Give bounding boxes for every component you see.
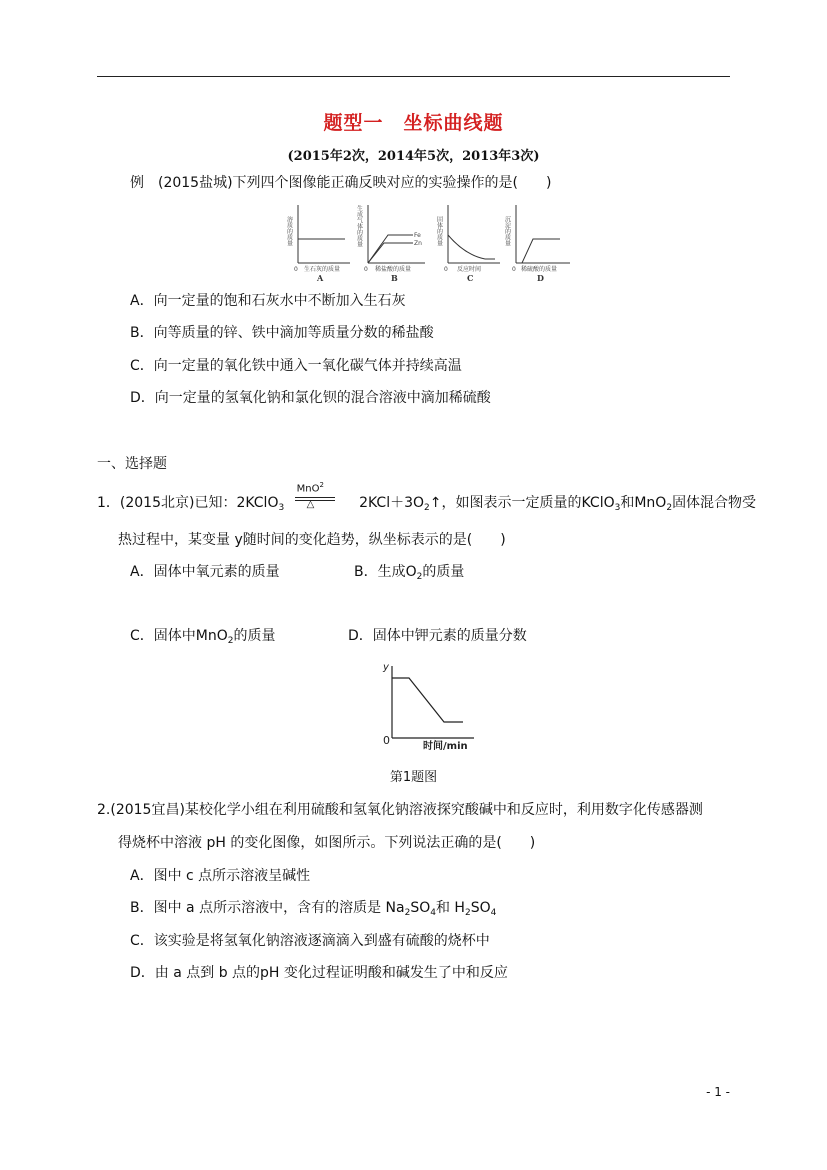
graph-b-xlabel: 稀盐酸的质量 <box>375 266 412 273</box>
q2-line2: 得烧杯中溶液 pH 的变化图像，如图所示。下列说法正确的是( ) <box>118 835 536 851</box>
graph-d-letter: D <box>537 273 544 283</box>
graph-a-letter: A <box>317 273 324 283</box>
q2-line1: 2.(2015宜昌)某校化学小组在利用硫酸和氢氧化钠溶液探究酸碱中和反应时，利用数字化传感器测 <box>97 802 703 818</box>
example-stem: 例 (2015盐城)下列四个图像能正确反映对应的实验操作的是( ) <box>130 175 552 191</box>
q2-option-a: A．图中 c 点所示溶液呈碱性 <box>130 868 311 884</box>
graph-c-ylabel: 固体的质量 <box>435 216 443 246</box>
graph-d-ylabel: 沉淀的质量 <box>503 216 511 246</box>
graph-b-origin: 0 <box>364 266 368 273</box>
q1-graph-xlabel: 时间/min <box>423 741 468 752</box>
graph-d-xlabel: 稀硫酸的质量 <box>521 266 558 273</box>
q1-heat-symbol: △ <box>306 499 315 510</box>
sub-3: 3 <box>278 503 285 513</box>
q1-option-c: C．固体中MnO$_2$的质量 <box>130 628 276 646</box>
q1-line2: 热过程中，某变量 y随时间的变化趋势，纵坐标表示的是( ) <box>118 532 506 548</box>
page-title: 题型一 坐标曲线题 <box>323 112 504 134</box>
graph-d <box>504 205 571 283</box>
section-heading: 一、选择题 <box>97 456 167 472</box>
q1-option-a: A．固体中氧元素的质量 <box>130 564 280 580</box>
example-option-c: C．向一定量的氧化铁中通入一氧化碳气体并持续高温 <box>130 358 462 374</box>
graph-c <box>436 205 501 283</box>
graph-b-letter: B <box>391 273 398 283</box>
q2-option-d: D．由 a 点到 b 点的pH 变化过程证明酸和碱发生了中和反应 <box>130 965 508 981</box>
q2-option-b: B．图中 a 点所示溶液中，含有的溶质是 $Na_2SO_4$和 $H_2SO_4$ <box>130 900 497 918</box>
q1-rest1: ，如图表示一定质量的KClO <box>441 495 615 511</box>
q1-option-d: D．固体中钾元素的质量分数 <box>348 628 527 644</box>
page-subtitle: (2015年2次，2014年5次，2013年3次) <box>287 149 540 164</box>
graph-c-origin: 0 <box>444 266 448 273</box>
graph-a-ylabel: 溶质的质量 <box>285 216 293 246</box>
page-number: - 1 - <box>706 1085 730 1099</box>
q1-rest3: 固体混合物受 <box>672 495 757 511</box>
q1-line1: 1．(2015北京)已知：2KClO$_3$ MnO$^2$ △ $2KCl+3O_2↑$，如图表示一定质量的KClO$_3$和MnO$_2$固体混合物受 <box>97 481 757 513</box>
graph-b-ylabel: 生成气体的质量 <box>355 205 363 247</box>
q2-option-c: C．该实验是将氢氧化钠溶液逐滴滴入到盛有硫酸的烧杯中 <box>130 933 490 949</box>
graph-b-series-fe: Fe <box>414 232 421 239</box>
example-graphs <box>285 195 575 285</box>
graph-d-origin: 0 <box>512 266 516 273</box>
graph-a-xlabel: 生石灰的质量 <box>304 266 341 273</box>
graph-c-letter: C <box>467 273 474 283</box>
graph-c-xlabel: 反应时间 <box>457 266 482 273</box>
q1-rest2: 和MnO <box>620 495 667 511</box>
q1-products: 2KCl＋3O <box>359 495 425 511</box>
graph-a-origin: 0 <box>294 266 298 273</box>
q1-graph <box>378 658 478 753</box>
example-option-a: A．向一定量的饱和石灰水中不断加入生石灰 <box>130 293 406 309</box>
q1-option-b: B．生成$O_2$的质量 <box>354 564 465 582</box>
q1-prefix: 1．(2015北京)已知：2KClO <box>97 495 279 511</box>
graph-a <box>286 205 351 283</box>
q1-graph-origin: 0 <box>383 734 390 747</box>
q1-graph-ylabel: y <box>383 662 389 673</box>
graph-b <box>356 204 426 283</box>
header-rule <box>97 76 730 77</box>
q1-catalyst-sub: 2 <box>319 481 324 489</box>
q1-catalyst: MnO$^2$ <box>296 481 324 495</box>
q1-caption: 第1题图 <box>389 770 438 785</box>
graph-b-series-zn: Zn <box>414 240 422 247</box>
example-option-d: D．向一定量的氢氧化钠和氯化钡的混合溶液中滴加稀硫酸 <box>130 390 491 406</box>
example-option-b: B．向等质量的锌、铁中滴加等质量分数的稀盐酸 <box>130 325 434 341</box>
q1-up-arrow: ↑ <box>429 495 442 511</box>
q1-reaction-condition <box>295 481 341 510</box>
